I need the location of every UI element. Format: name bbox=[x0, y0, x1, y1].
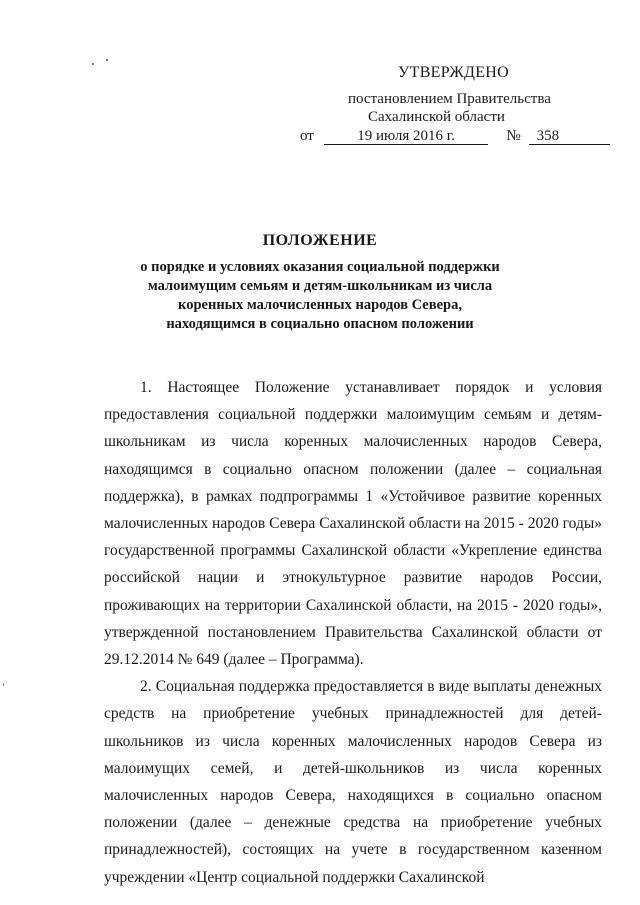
paragraph-2: 2. Социальная поддержка предоставляется в виде выплаты денежных средств на приобретение учебных принадлежностей для детей-школьников из числа коренных малочисленных народов Севера из малоимущих семей, и детей-школьников из числа коренных малочисленных народов Севера, находящихся в социально опасном положении (далее – денежные средства на приобретение учебных принадлежностей), состоящих на учете в государственном казенном учреждении «Центр социальной поддержки Сахалинской bbox=[104, 678, 602, 886]
subtitle-line: коренных малочисленных народов Севера, bbox=[178, 297, 462, 313]
approval-date-line bbox=[300, 127, 610, 145]
subtitle-line: о порядке и условиях оказания социальной поддержки bbox=[140, 259, 500, 275]
document-title: ПОЛОЖЕНИЕ bbox=[262, 232, 378, 249]
scan-speck bbox=[92, 63, 94, 65]
approval-line-2: Сахалинской области bbox=[368, 109, 505, 125]
approval-block bbox=[300, 64, 610, 145]
approval-stamp: УТВЕРЖДЕНО bbox=[398, 64, 510, 81]
document-body bbox=[104, 374, 602, 891]
document-subtitle bbox=[100, 258, 540, 334]
approval-date: 19 июля 2016 г. bbox=[324, 128, 489, 145]
approval-line-1: постановлением Правительства bbox=[348, 91, 551, 107]
approval-number: 358 bbox=[529, 128, 610, 145]
scan-speck bbox=[106, 59, 108, 61]
paragraph-1: 1. Настоящее Положение устанавливает порядок и условия предоставления социальной поддержки малоимущим семьям и детям-школьникам из числа коренных малочисленных народов Севера, находящимся в социально опасном положении (далее – социальная поддержка), в рамках подпрограммы 1 «Устойчивое развитие коренных малочисленных народов Севера Сахалинской области на 2015 - 2020 годы» государственной программы Сахалинской области «Укрепление единства российской нации и этнокультурное развитие народов России, проживающих на территории Сахалинской области, на 2015 - 2020 годы», утвержденной постановлением Правительства Сахалинской области от 29.12.2014 № 649 (далее – Программа). bbox=[104, 379, 602, 669]
date-prefix: от bbox=[300, 128, 314, 144]
number-label: № bbox=[506, 128, 521, 144]
subtitle-line: находящимся в социально опасном положении bbox=[166, 316, 474, 332]
scan-speck bbox=[3, 683, 4, 686]
subtitle-line: малоимущим семьям и детям-школьникам из числа bbox=[147, 278, 493, 294]
